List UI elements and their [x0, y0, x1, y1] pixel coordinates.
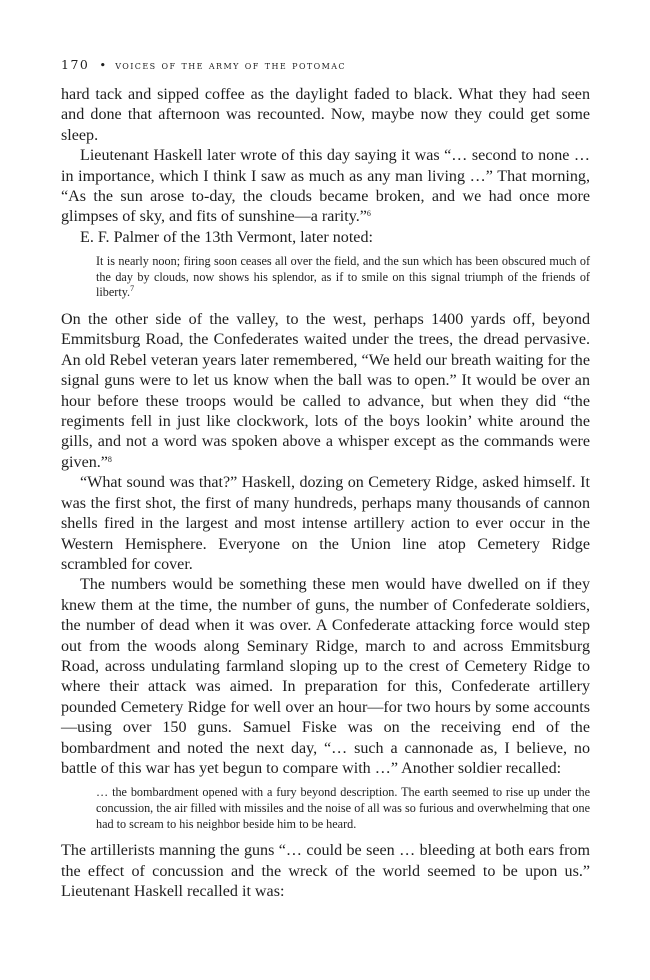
paragraph-continuation: hard tack and sipped coffee as the daylight faded to black. What they had seen and done that afternoon was recounted. Now, maybe now they could get some sleep. — [61, 86, 590, 144]
block-quote-bombardment: … the bombardment opened with a fury beyond description. The earth seemed to rise up under the concussion, the air filled with missiles and the noise of all was so furious and overwhelming that one had to scream to his neighbor beside him to be heard. — [96, 785, 590, 831]
paragraph-first-shot: “What sound was that?” Haskell, dozing on Cemetery Ridge, asked himself. It was the first shot, the first of many hundreds, perhaps many thousands of cannon shells fired in the largest and most intense artillery action to ever occur in the Western Hemisphere. Everyone on the Union line atop Cemetery Ridge scrambled for cover. — [61, 474, 590, 573]
footnote-ref: 6 — [366, 209, 371, 219]
paragraph-artillerists: The artillerists manning the guns “… could be seen … bleeding at both ears from the effect of concussion and the wreck of the world seemed to be upon us.” Lieutenant Haskell recalled it was: — [61, 842, 590, 900]
paragraph-confederates: On the other side of the valley, to the west, perhaps 1400 yards off, beyond Emmitsburg Road, the Confederates waited under the trees, the dread pervasive. An old Rebel veteran years later remembered, “We held our breath waiting for the signal guns were to let us know when the ball was to open.” It would be over an hour before these troops would be called to advance, but when they did “the regiments fell in just like clockwork, lots of the boys lookin’ white around the gills, and not a word was spoken above a whisper except as the commands were given.”$^8$ — [61, 311, 590, 471]
footnote-ref: 8 — [107, 454, 112, 464]
page-number: 170 — [61, 57, 90, 72]
paragraph-palmer-intro: E. F. Palmer of the 13th Vermont, later noted: — [80, 228, 373, 246]
book-title: voices of the army of the potomac — [115, 58, 346, 72]
body-text — [61, 85, 590, 902]
block-quote-palmer: It is nearly noon; firing soon ceases all over the field, and the sun which has been obscured much of the day by clouds, now shows his splendor, as if to smile on this signal triumph of the friends of liberty.$^7$ — [96, 254, 590, 300]
paragraph-numbers: The numbers would be something these men would have dwelled on if they knew them at the time, the number of guns, the number of Confederate soldiers, the number of dead when it was over. A Confederate attacking force would step out from the woods along Seminary Ridge, march to and across Emmitsburg Road, across undulating farmland sloping up to the crest of Cemetery Ridge to where their attack was aimed. In preparation for this, Confederate artillery pounded Cemetery Ridge for well over an hour—for two hours by some accounts—using over 150 guns. Samuel Fiske was on the receiving end of the bombardment and noted the next day, “… such a cannonade as, I believe, no battle of this war has yet begun to compare with …” Another soldier recalled: — [61, 576, 590, 777]
running-head — [61, 57, 590, 73]
bullet-separator: • — [99, 58, 108, 72]
footnote-ref: 7 — [130, 284, 135, 294]
paragraph-haskell-quote: Lieutenant Haskell later wrote of this day saying it was “… second to none … in importance, which I think I saw as much as any man living …” That morning, “As the sun arose to-day, the clouds became broken, and we had once more glimpses of sky, and fits of sunshine—a rarity.”$^6$ — [61, 147, 590, 226]
